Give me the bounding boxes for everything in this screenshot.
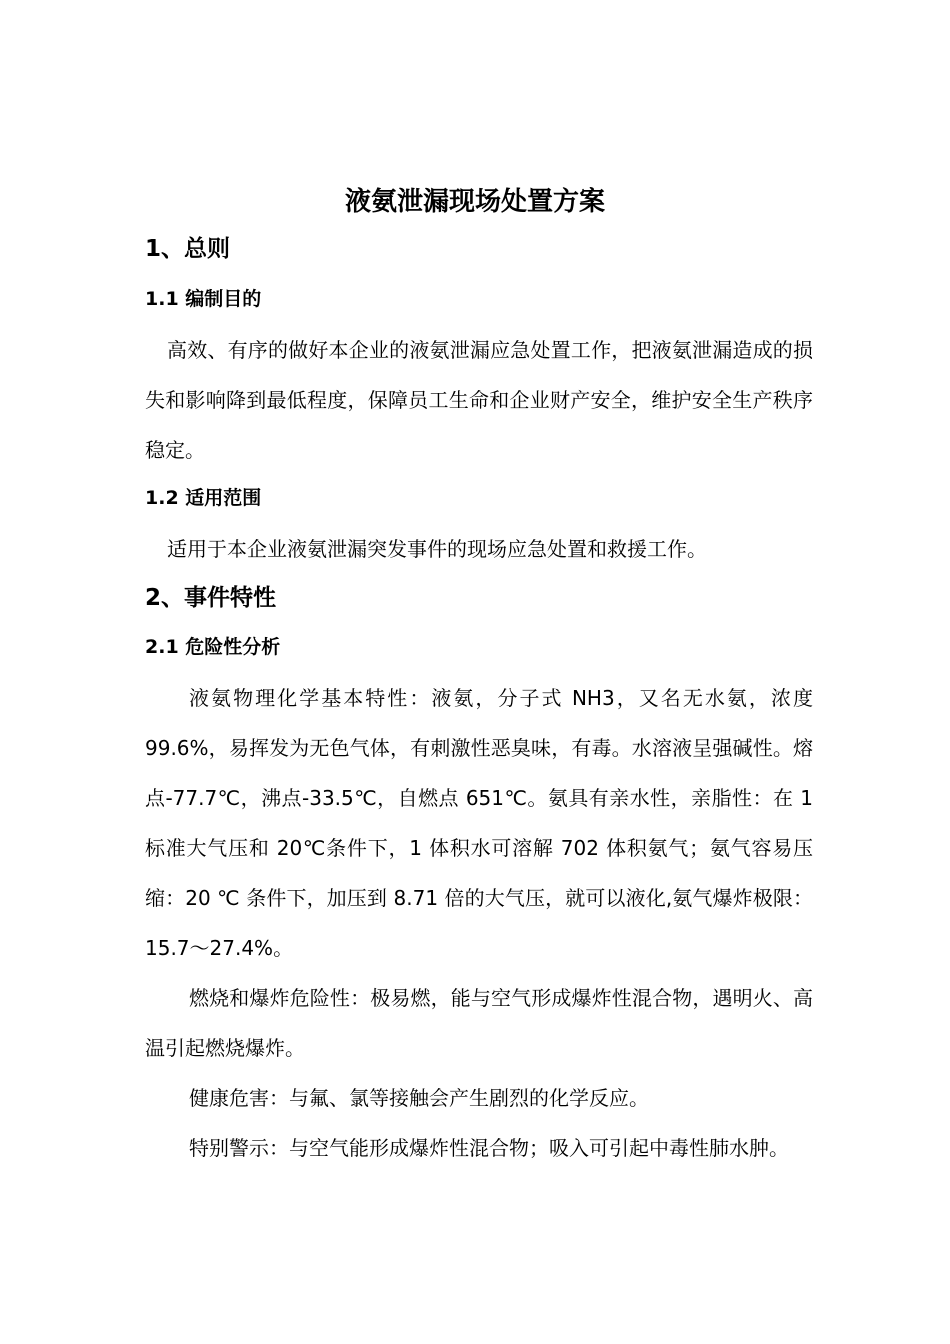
paragraph-health-hazard: 健康危害：与氟、氯等接触会产生剧烈的化学反应。 xyxy=(189,1086,649,1110)
subsection-heading-purpose: 1.1 编制目的 xyxy=(145,288,262,310)
paragraph-fire-explosion-hazard: 燃烧和爆炸危险性：极易燃，能与空气形成爆炸性混合物，遇明火、高温引起燃烧爆炸。 xyxy=(145,986,813,1060)
paragraph-scope: 适用于本企业液氨泄漏突发事件的现场应急处置和救援工作。 xyxy=(167,537,707,561)
paragraph-special-warning: 特别警示：与空气能形成爆炸性混合物；吸入可引起中毒性肺水肿。 xyxy=(189,1136,789,1160)
subsection-heading-scope: 1.2 适用范围 xyxy=(145,487,262,509)
section-heading-event-characteristics: 2、事件特性 xyxy=(145,585,277,611)
section-heading-general: 1、总则 xyxy=(145,236,231,262)
subsection-heading-hazard-analysis: 2.1 危险性分析 xyxy=(145,636,281,658)
document-title: 液氨泄漏现场处置方案 xyxy=(344,187,605,217)
paragraph-purpose: 高效、有序的做好本企业的液氨泄漏应急处置工作，把液氨泄漏造成的损失和影响降到最低程度，保障员工生命和企业财产安全，维护安全生产秩序稳定。 xyxy=(145,338,813,462)
paragraph-physical-chemical-properties: 液氨物理化学基本特性：液氨，分子式 NH3，又名无水氨，浓度 99.6%，易挥发为无色气体，有刺激性恶臭味，有毒。水溶液呈强碱性。熔点-77.7℃，沸点-33.5℃，自燃点 651℃。氨具有亲水性，亲脂性：在 1 标准大气压和 20℃条件下，1 体积水可溶解 702 体积氨气；氨气容易压缩：20 ℃ 条件下，加压到 8.71 倍的大气压，就可以液化,氨气爆炸极限：15.7～27.4%。 xyxy=(145,686,813,960)
